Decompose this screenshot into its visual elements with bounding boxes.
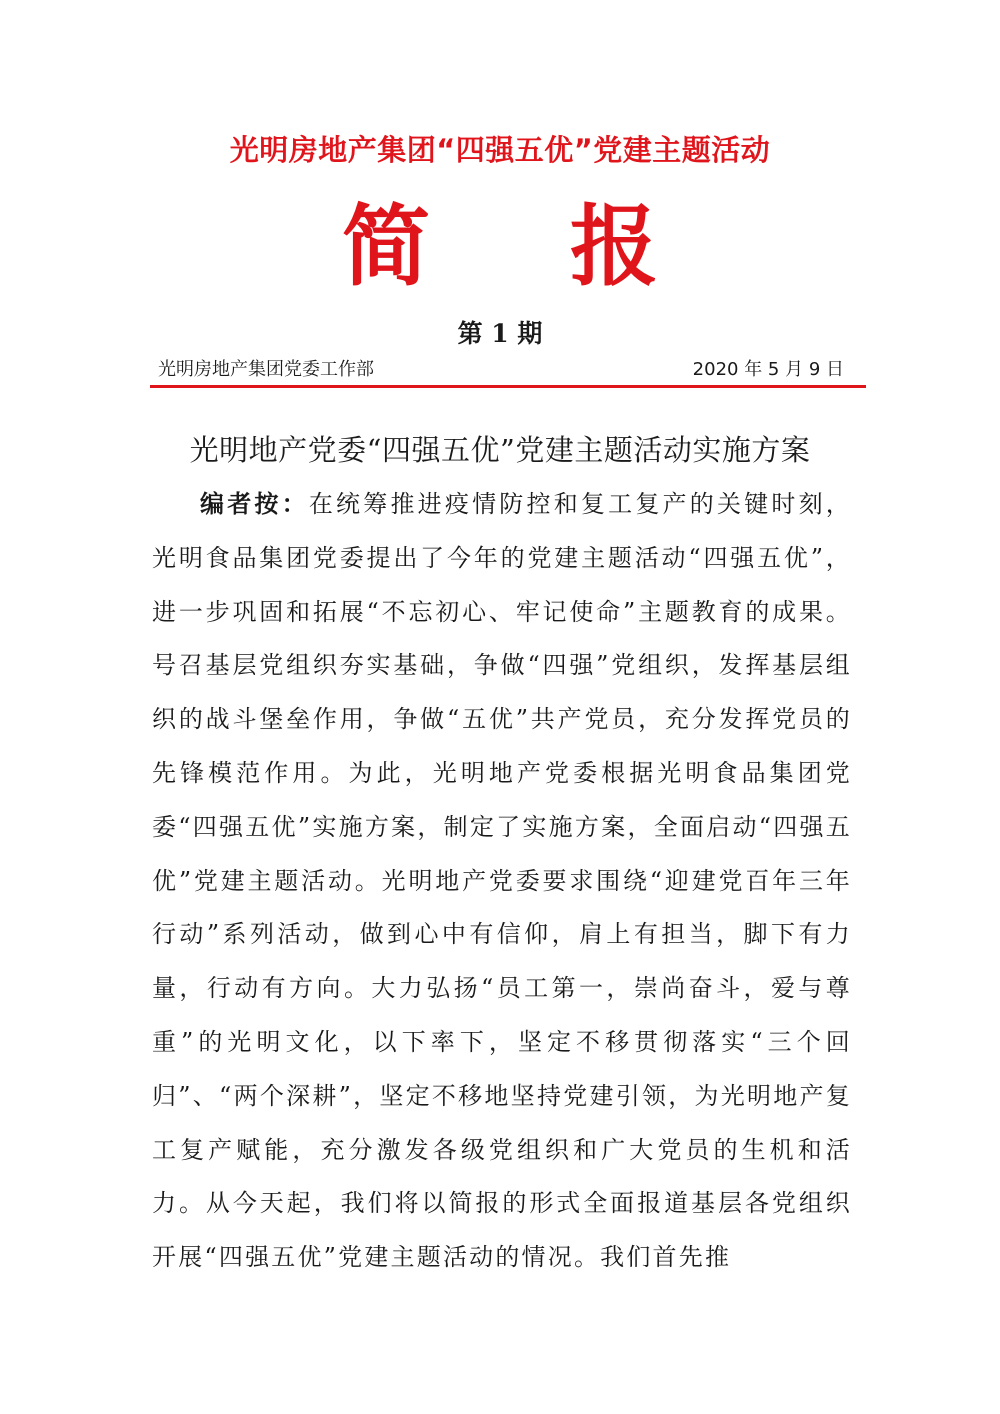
red-divider-line: [150, 385, 866, 388]
issue-date: 2020 年 5 月 9 日: [692, 359, 844, 380]
masthead-char-jian: 简: [341, 194, 430, 298]
article-title: 光明地产党委“四强五优”党建主题活动实施方案: [189, 433, 811, 467]
editor-note-paragraph: [152, 477, 852, 1285]
bulletin-masthead: [0, 196, 1000, 296]
issue-number: 第 1 期: [457, 319, 543, 348]
issuing-organization: 光明房地产集团党委工作部: [158, 359, 374, 380]
editor-note-text: 在统筹推进疫情防控和复工复产的关键时刻，光明食品集团党委提出了今年的党建主题活动“四强五优”，进一步巩固和拓展“不忘初心、牢记使命”主题教育的成果。号召基层党组织夯实基础，争做“四强”党组织，发挥基层组织的战斗堡垒作用，争做“五优”共产党员，充分发挥党员的先锋模范作用。为此，光明地产党委根据光明食品集团党委“四强五优”实施方案，制定了实施方案，全面启动“四强五优”党建主题活动。光明地产党委要求围绕“迎建党百年三年行动”系列活动，做到心中有信仰，肩上有担当，脚下有力量，行动有方向。大力弘扬“员工第一，崇尚奋斗，爱与尊重”的光明文化，以下率下，坚定不移贯彻落实“三个回归”、“两个深耕”，坚定不移地坚持党建引领，为光明地产复工复产赋能，充分激发各级党组织和广大党员的生机和活力。从今天起，我们将以简报的形式全面报道基层各党组织开展“四强五优”党建主题活动的情况。我们首先推: [152, 490, 852, 1272]
editor-note-label: 编者按：: [200, 489, 309, 518]
issuer-date-row: [158, 358, 844, 382]
bulletin-header-title: 光明房地产集团“四强五优”党建主题活动: [229, 133, 771, 167]
masthead-char-bao: 报: [570, 194, 659, 298]
